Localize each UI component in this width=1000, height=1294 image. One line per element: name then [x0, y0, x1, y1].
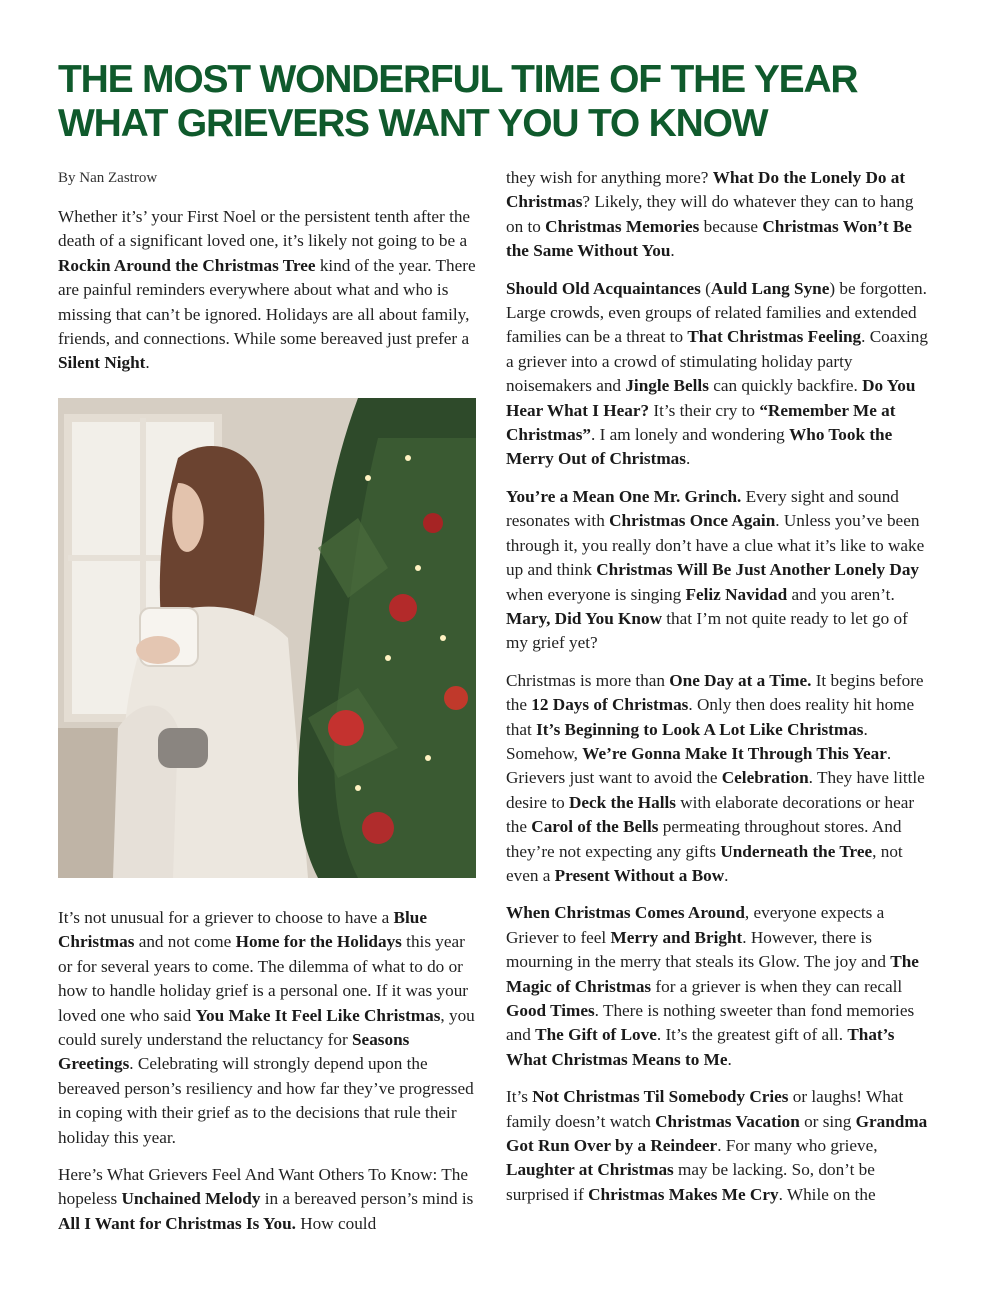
text-run: . While on the: [778, 1184, 876, 1204]
text-run: . I am lonely and wondering: [590, 425, 790, 445]
text-run: (: [700, 278, 711, 298]
song-title: The Gift of Love: [535, 1025, 657, 1045]
song-title: Christmas Will Be Just Another Lonely Day: [596, 560, 920, 580]
paragraph: [506, 1085, 931, 1207]
text-run: .: [685, 449, 691, 469]
song-title: Celebration: [721, 768, 809, 788]
article-title: [58, 58, 958, 146]
text-run: .: [727, 1049, 732, 1069]
text-run: How could: [295, 1213, 377, 1233]
song-title: Present Without a Bow: [554, 865, 725, 885]
text-run: kind of the year. There are painful reminders everywhere about what and who is missing that can’t be ignored. Holidays are all about family, friends, and connections. While some bereaved just prefer a: [58, 255, 476, 349]
text-run: It’s not unusual for a griever to choose to have a: [58, 908, 394, 927]
text-run: Christmas is more than: [506, 670, 670, 690]
text-run: they wish for anything more?: [506, 168, 713, 187]
text-run: . Coaxing a griever into a crowd of stimulating holiday party noisemakers and: [506, 327, 928, 396]
paragraph: [506, 669, 931, 889]
song-title: Underneath the Tree: [720, 841, 873, 861]
left-column-bottom: [58, 906, 483, 1249]
song-title: Silent Night: [58, 353, 146, 373]
text-run: . Somehow,: [506, 719, 868, 763]
text-run: . Unless you’ve been through it, you really don’t have a clue what it’s like to wake up and think: [506, 511, 925, 580]
song-title: “Remember Me at Christmas”: [506, 400, 896, 445]
text-run: permeating throughout stores. And they’re not expecting any gifts: [506, 817, 902, 861]
left-column-top: [58, 205, 483, 389]
text-run: . Only then does reality hit home that: [506, 695, 915, 739]
text-run: , everyone expects a Griever to feel: [506, 903, 885, 947]
song-title: 12 Days of Christmas: [531, 695, 689, 715]
song-title: Do You Hear What I Hear?: [506, 376, 916, 420]
text-run: can quickly backfire.: [708, 376, 863, 396]
song-title: Grandma Got Run Over by a Reindeer: [506, 1111, 928, 1156]
text-run: because: [699, 216, 763, 236]
song-title: Christmas Vacation: [655, 1111, 800, 1131]
song-title: Carol of the Bells: [531, 817, 659, 837]
text-run: or laughs! What family doesn’t watch: [506, 1087, 904, 1131]
article-photo: [58, 398, 476, 878]
song-title: Deck the Halls: [569, 792, 676, 812]
text-run: It begins before the: [506, 670, 924, 715]
song-title: We’re Gonna Make It Through This Year: [582, 743, 887, 763]
text-run: .: [145, 353, 150, 373]
paragraph: [506, 901, 931, 1072]
text-run: Every sight and sound resonates with: [506, 486, 899, 531]
song-title: Home for the Holidays: [235, 932, 402, 952]
right-column: [506, 166, 931, 1220]
text-run: . Celebrating will strongly depend upon the bereaved person’s resiliency and how far they’ve progressed in coping with their grief as to the decisions that rule their holiday this year.: [58, 1054, 474, 1147]
song-title: Jingle Bells: [625, 376, 709, 396]
text-run: for a griever is when they can recall: [651, 976, 903, 996]
song-title: Auld Lang Syne: [710, 278, 830, 298]
song-title: When Christmas Comes Around: [506, 903, 745, 923]
song-title: Merry and Bright: [610, 927, 743, 947]
text-run: when everyone is singing: [506, 584, 686, 604]
text-run: . There is nothing sweeter than fond memories and: [506, 1001, 915, 1045]
song-title: You Make It Feel Like Christmas: [195, 1005, 441, 1025]
song-title: Christmas Once Again: [609, 511, 776, 531]
title-line-2: WHAT GRIEVERS WANT YOU TO KNOW: [58, 102, 768, 145]
text-run: Whether it’s’ your First Noel or the persistent tenth after the death of a significant loved one, it’s likely not going to be a: [58, 207, 471, 251]
text-run: and not come: [134, 932, 236, 952]
text-run: Here’s What Grievers Feel And Want Others To Know: The hopeless: [58, 1165, 468, 1209]
song-title: Blue Christmas: [58, 908, 427, 952]
paragraph: [506, 166, 931, 264]
song-title: The Magic of Christmas: [506, 952, 919, 996]
song-title: All I Want for Christmas Is You.: [58, 1213, 296, 1233]
title-line-1: THE MOST WONDERFUL TIME OF THE YEAR: [58, 58, 858, 101]
song-title: What Do the Lonely Do at Christmas: [506, 168, 906, 212]
text-run: that I’m not quite ready to let go of my grief yet?: [506, 608, 908, 653]
text-run: . They have little desire to: [506, 768, 925, 812]
text-run: .: [670, 241, 675, 261]
song-title: Laughter at Christmas: [506, 1160, 674, 1180]
song-title: Seasons Greetings: [58, 1030, 410, 1074]
text-run: . However, there is mourning in the merry that steals its Glow. The joy and: [506, 927, 891, 972]
song-title: It’s Beginning to Look A Lot Like Christmas: [536, 719, 864, 739]
song-title: Good Times: [506, 1001, 595, 1020]
song-title: Unchained Melody: [121, 1189, 261, 1209]
text-run: ? Likely, they will do whatever they can to hang on to: [506, 192, 914, 236]
paragraph: [58, 906, 483, 1150]
text-run: , you could surely understand the reluctancy for: [58, 1005, 475, 1050]
text-run: , not even a: [506, 841, 903, 885]
byline: By Nan Zastrow: [58, 170, 158, 186]
paragraph: [58, 205, 483, 376]
text-run: . It’s the greatest gift of all.: [656, 1025, 848, 1045]
text-run: ) be forgotten. Large crowds, even groups of related families and extended families can be a threat to: [506, 278, 927, 347]
song-title: Christmas Memories: [545, 216, 700, 236]
song-title: Feliz Navidad: [685, 584, 788, 604]
text-run: in a bereaved person’s mind is: [260, 1189, 474, 1209]
song-title: Who Took the Merry Out of Christmas: [506, 425, 893, 469]
song-title: Christmas Won’t Be the Same Without You: [506, 216, 912, 261]
paragraph: [506, 485, 931, 656]
paragraph: [58, 1163, 483, 1236]
text-run: and you aren’t.: [787, 584, 895, 604]
song-title: That Christmas Feeling: [687, 327, 862, 347]
song-title: One Day at a Time.: [669, 670, 812, 690]
song-title: Not Christmas Til Somebody Cries: [532, 1087, 789, 1107]
text-run: It’s their cry to: [649, 400, 760, 420]
paragraph: [506, 277, 931, 472]
text-run: may be lacking. So, don’t be surprised if: [506, 1160, 875, 1204]
song-title: Should Old Acquaintances: [506, 278, 701, 298]
text-run: this year or for several years to come. The dilemma of what to do or how to handle holiday grief is a personal one. If it was your loved one who said: [58, 932, 469, 1025]
text-run: or sing: [799, 1111, 856, 1131]
song-title: Rockin Around the Christmas Tree: [58, 255, 316, 275]
song-title: Mary, Did You Know: [506, 608, 662, 628]
text-run: .: [724, 865, 729, 885]
song-title: That’s What Christmas Means to Me: [506, 1025, 895, 1069]
text-run: . For many who grieve,: [717, 1136, 878, 1156]
text-run: with elaborate decorations or hear the: [506, 792, 915, 837]
song-title: Christmas Makes Me Cry: [588, 1184, 779, 1204]
text-run: It’s: [506, 1087, 533, 1107]
song-title: You’re a Mean One Mr. Grinch.: [506, 486, 742, 506]
text-run: . Grievers just want to avoid the: [506, 743, 892, 788]
